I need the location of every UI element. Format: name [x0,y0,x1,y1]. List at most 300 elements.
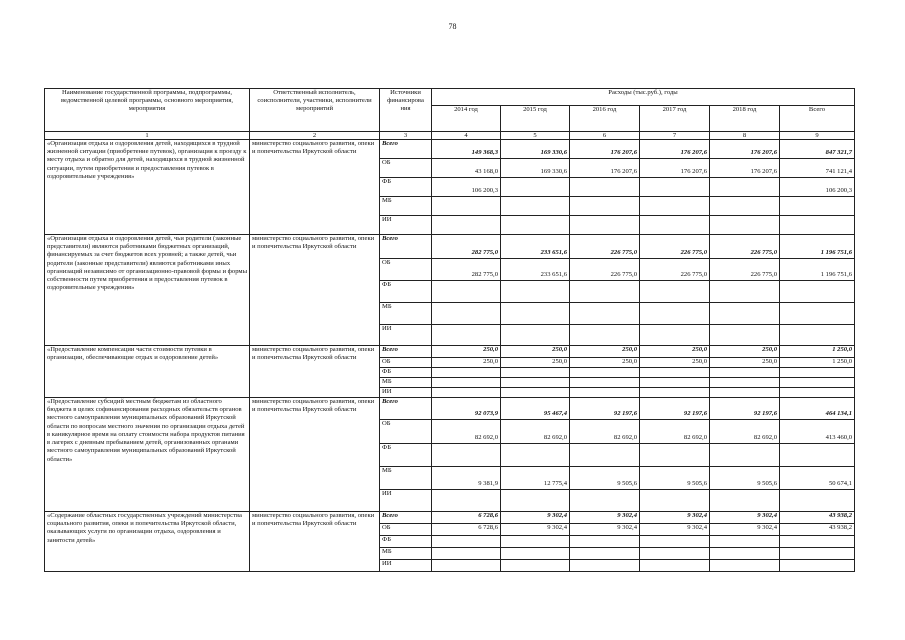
year-value-cell [432,444,501,467]
section-total-row [45,140,855,159]
amount-value [782,216,852,225]
year-value-cell [710,548,780,560]
year-value-cell [501,368,570,378]
amount-value: 9 505,6 [757,480,777,487]
year-value-cell [432,388,501,398]
year-value-cell [570,140,640,159]
measure-executor: министерство социального развития, опеки и попечительства Иркутской области [250,398,380,512]
total-value-cell [780,159,855,178]
amount-value: 250,0 [483,358,498,365]
year-value-cell [501,420,570,444]
year-value-cell [570,420,640,444]
amount-value [503,490,567,502]
amount-value: 250,0 [762,358,777,365]
amount-value [572,303,637,315]
year-value-cell [501,325,570,346]
amount-value: 847 321,7 [825,149,853,156]
year-value-cell [501,346,570,358]
measure-executor: министерство социального развития, опеки и попечительства Иркутской области [250,512,380,572]
year-value-cell [570,303,640,325]
amount-value [712,490,777,502]
budget-table [44,88,855,572]
amount-value: 176 207,6 [610,149,637,156]
amount-value: 9 505,6 [617,480,637,487]
year-value-cell [710,178,780,197]
amount-value: 282 775,0 [471,249,498,256]
year-value-cell [570,346,640,358]
amount-value: 95 467,4 [543,410,567,417]
amount-value: 43 938,2 [828,524,853,531]
amount-value: 1 196 751,6 [820,271,853,278]
section-total-row [45,235,855,259]
measure-executor: министерство социального развития, опеки и попечительства Иркутской области [250,235,380,346]
year-value-cell [640,235,710,259]
year-value-cell [570,159,640,178]
year-value-cell [640,281,710,303]
year-value-cell [710,378,780,388]
year-value-cell [710,140,780,159]
year-value-cell [570,216,640,235]
funding-source: Всего [380,235,432,259]
year-value-cell [432,358,501,368]
year-value-cell [710,159,780,178]
year-value-cell [501,560,570,572]
funding-source: ОБ [380,159,432,178]
amount-value [642,197,707,206]
amount-value: 9 302,4 [617,512,637,519]
total-value-cell [780,490,855,512]
year-value-cell [432,178,501,197]
amount-value: 250,0 [552,358,567,365]
amount-value [503,197,567,206]
measure-name: «Организация отдыха и оздоровления детей, находящихся в трудной жизненной ситуации (приобретение путевок), организация к проезду к месту отдыха и обратно для детей, находящихся в трудной жизненной ситуации, путем приобретения и предоставления путевок в оздоровительные учреждения» [45,140,250,235]
amount-value [712,178,777,187]
amount-value: 741 121,4 [825,168,853,175]
funding-source: ОБ [380,420,432,444]
year-value-cell [640,388,710,398]
total-value-cell [780,303,855,325]
funding-source: МБ [380,548,432,560]
year-value-cell [640,420,710,444]
header-executor: Ответственный исполнитель, соисполнители, участники, исполнители мероприятий [250,89,380,132]
year-value-cell [570,325,640,346]
column-number: 5 [501,132,570,140]
measure-name: «Содержание областных государственных учреждений министерства социального развития, опеки и попечительства Иркутской области, оказывающих услуги по организации отдыха, оздоровления и занятости детей» [45,512,250,572]
funding-source: ФБ [380,178,432,197]
year-value-cell [710,368,780,378]
year-value-cell [570,512,640,524]
amount-value: 250,0 [483,346,498,353]
header-year: 2018 год [710,106,780,132]
amount-value: 226 775,0 [680,249,707,256]
amount-value [642,178,707,187]
year-value-cell [570,197,640,216]
column-number: 3 [380,132,432,140]
total-value-cell [780,197,855,216]
header-source: Источники финансирова ния [380,89,432,132]
amount-value [572,444,637,457]
year-value-cell [640,444,710,467]
total-value-cell [780,281,855,303]
column-number: 8 [710,132,780,140]
year-value-cell [570,368,640,378]
amount-value [712,197,777,206]
year-value-cell [501,259,570,281]
amount-value: 82 692,0 [543,434,567,441]
year-value-cell [432,490,501,512]
amount-value [642,281,707,293]
column-number: 9 [780,132,855,140]
amount-value [782,490,852,502]
amount-value: 1 196 751,6 [820,249,853,256]
amount-value: 464 134,1 [825,410,853,417]
year-value-cell [640,548,710,560]
total-value-cell [780,524,855,536]
year-value-cell [570,467,640,490]
amount-value: 169 330,6 [540,168,567,175]
funding-source: ИИ [380,560,432,572]
funding-source: ФБ [380,444,432,467]
funding-source: Всего [380,512,432,524]
year-value-cell [570,388,640,398]
amount-value [642,325,707,336]
year-value-cell [501,444,570,467]
total-value-cell [780,420,855,444]
amount-value: 6 728,6 [478,512,498,519]
year-value-cell [432,368,501,378]
year-value-cell [570,259,640,281]
amount-value: 176 207,6 [680,149,707,156]
amount-value: 82 692,0 [474,434,498,441]
year-value-cell [432,378,501,388]
amount-value: 50 674,1 [828,480,853,487]
amount-value [782,281,852,293]
header-total: Всего [780,106,855,132]
amount-value: 1 250,0 [832,358,853,365]
amount-value [503,216,567,225]
year-value-cell [432,259,501,281]
year-value-cell [501,235,570,259]
amount-value: 9 302,4 [547,512,567,519]
year-value-cell [570,178,640,197]
year-value-cell [570,490,640,512]
year-value-cell [432,346,501,358]
header-expenses: Расходы (тыс.руб.), годы [432,89,855,106]
funding-source: Всего [380,398,432,420]
amount-value [434,281,498,293]
year-value-cell [432,548,501,560]
funding-source: ОБ [380,524,432,536]
amount-value: 106 200,3 [825,187,853,194]
total-value-cell [780,378,855,388]
amount-value: 250,0 [622,346,637,353]
amount-value: 226 775,0 [610,271,637,278]
total-value-cell [780,140,855,159]
header-name: Наименование государственной программы, подпрограммы, ведомственной целевой программы, основного мероприятия, мероприятия [45,89,250,132]
year-value-cell [710,512,780,524]
year-value-cell [501,216,570,235]
column-number: 1 [45,132,250,140]
amount-value: 233 651,6 [540,271,567,278]
year-value-cell [570,358,640,368]
year-value-cell [501,358,570,368]
year-value-cell [640,259,710,281]
total-value-cell [780,467,855,490]
year-value-cell [570,560,640,572]
funding-source: ФБ [380,281,432,303]
year-value-cell [570,378,640,388]
column-number: 7 [640,132,710,140]
year-value-cell [710,325,780,346]
total-value-cell [780,235,855,259]
year-value-cell [710,303,780,325]
total-value-cell [780,536,855,548]
amount-value [782,303,852,315]
year-value-cell [640,524,710,536]
total-value-cell [780,512,855,524]
funding-source: МБ [380,197,432,216]
amount-value: 92 197,6 [683,410,707,417]
year-value-cell [501,378,570,388]
year-value-cell [640,159,710,178]
funding-source: ИИ [380,388,432,398]
year-value-cell [710,560,780,572]
year-value-cell [501,303,570,325]
column-numbers-row [45,132,855,140]
amount-value: 92 197,6 [753,410,777,417]
amount-value: 9 302,4 [687,512,707,519]
amount-value [434,325,498,336]
year-value-cell [640,358,710,368]
year-value-cell [432,197,501,216]
year-value-cell [570,524,640,536]
header-year: 2017 год [640,106,710,132]
total-value-cell [780,388,855,398]
year-value-cell [710,524,780,536]
amount-value [503,303,567,315]
year-value-cell [710,346,780,358]
amount-value: 6 728,6 [478,524,498,531]
amount-value: 82 692,0 [753,434,777,441]
year-value-cell [432,140,501,159]
amount-value [642,490,707,502]
year-value-cell [710,536,780,548]
funding-source: Всего [380,140,432,159]
year-value-cell [501,159,570,178]
year-value-cell [710,259,780,281]
amount-value: 43 168,0 [474,168,498,175]
year-value-cell [432,560,501,572]
header-year: 2016 год [570,106,640,132]
year-value-cell [710,358,780,368]
year-value-cell [640,490,710,512]
section-total-row [45,346,855,358]
total-value-cell [780,560,855,572]
year-value-cell [570,398,640,420]
amount-value: 82 692,0 [613,434,637,441]
amount-value [712,281,777,293]
amount-value [572,281,637,293]
funding-source: ИИ [380,490,432,512]
amount-value: 226 775,0 [680,271,707,278]
year-value-cell [710,216,780,235]
funding-source: Всего [380,346,432,358]
year-value-cell [640,378,710,388]
amount-value [642,303,707,315]
year-value-cell [710,197,780,216]
year-value-cell [640,560,710,572]
amount-value [572,325,637,336]
year-value-cell [432,420,501,444]
amount-value [434,444,498,457]
year-value-cell [570,444,640,467]
page-number: 78 [448,22,457,31]
year-value-cell [432,467,501,490]
amount-value: 1 250,0 [832,346,853,353]
year-value-cell [501,490,570,512]
amount-value [782,197,852,206]
total-value-cell [780,444,855,467]
section-total-row [45,398,855,420]
amount-value: 250,0 [552,346,567,353]
amount-value: 149 368,3 [471,149,498,156]
year-value-cell [432,512,501,524]
year-value-cell [640,303,710,325]
header-year: 2015 год [501,106,570,132]
year-value-cell [432,159,501,178]
amount-value: 226 775,0 [610,249,637,256]
year-value-cell [501,512,570,524]
header-year: 2014 год [432,106,501,132]
year-value-cell [432,216,501,235]
year-value-cell [432,235,501,259]
amount-value [712,216,777,225]
total-value-cell [780,259,855,281]
amount-value [503,325,567,336]
year-value-cell [640,512,710,524]
amount-value: 9 302,4 [547,524,567,531]
total-value-cell [780,346,855,358]
amount-value: 176 207,6 [610,168,637,175]
amount-value: 92 197,6 [613,410,637,417]
year-value-cell [501,197,570,216]
amount-value [434,490,498,502]
amount-value [712,325,777,336]
amount-value: 413 460,0 [825,434,853,441]
funding-source: ФБ [380,536,432,548]
year-value-cell [710,388,780,398]
amount-value: 282 775,0 [471,271,498,278]
amount-value [503,444,567,457]
measure-name: «Предоставление субсидий местным бюджетам из областного бюджета в целях софинансирования расходных обязательств органов местного самоуправления муниципальных образований Иркутской области по вопросам местного значения по организации отдыха детей в каникулярное время на оплату стоимости набора продуктов питания в лагерях с дневным пребыванием детей, организованных органами местного самоуправления муниципальных образований Иркутской области» [45,398,250,512]
amount-value: 82 692,0 [683,434,707,441]
year-value-cell [570,235,640,259]
total-value-cell [780,216,855,235]
year-value-cell [570,281,640,303]
measure-executor: министерство социального развития, опеки и попечительства Иркутской области [250,346,380,398]
year-value-cell [640,325,710,346]
amount-value [434,197,498,206]
year-value-cell [570,536,640,548]
year-value-cell [640,178,710,197]
amount-value [642,216,707,225]
amount-value: 176 207,6 [750,149,777,156]
amount-value [503,178,567,187]
funding-source: МБ [380,378,432,388]
amount-value: 9 302,4 [617,524,637,531]
amount-value [434,303,498,315]
year-value-cell [710,235,780,259]
funding-source: ОБ [380,259,432,281]
year-value-cell [501,178,570,197]
amount-value: 9 302,4 [687,524,707,531]
amount-value: 226 775,0 [750,271,777,278]
year-value-cell [640,467,710,490]
amount-value: 226 775,0 [750,249,777,256]
amount-value: 9 381,9 [478,480,498,487]
year-value-cell [710,490,780,512]
column-number: 6 [570,132,640,140]
year-value-cell [501,398,570,420]
amount-value [572,178,637,187]
amount-value: 43 938,2 [828,512,853,519]
amount-value: 9 302,4 [757,512,777,519]
funding-source: МБ [380,467,432,490]
amount-value [434,216,498,225]
column-number: 2 [250,132,380,140]
year-value-cell [640,368,710,378]
section-total-row [45,512,855,524]
year-value-cell [501,388,570,398]
amount-value: 9 505,6 [687,480,707,487]
year-value-cell [640,536,710,548]
year-value-cell [432,398,501,420]
amount-value [712,303,777,315]
year-value-cell [501,536,570,548]
year-value-cell [432,524,501,536]
year-value-cell [640,197,710,216]
measure-name: «Предоставление компенсации части стоимости путевки в организации, обеспечивающие отдых и оздоровление детей» [45,346,250,398]
total-value-cell [780,548,855,560]
year-value-cell [710,467,780,490]
year-value-cell [432,303,501,325]
amount-value [572,216,637,225]
year-value-cell [432,281,501,303]
amount-value [572,490,637,502]
amount-value: 176 207,6 [680,168,707,175]
year-value-cell [501,467,570,490]
amount-value: 92 073,9 [474,410,498,417]
amount-value: 176 207,6 [750,168,777,175]
amount-value: 250,0 [762,346,777,353]
funding-source: ИИ [380,325,432,346]
funding-source: ИИ [380,216,432,235]
year-value-cell [710,444,780,467]
total-value-cell [780,358,855,368]
year-value-cell [640,216,710,235]
amount-value [782,444,852,457]
funding-source: ОБ [380,358,432,368]
amount-value: 250,0 [692,358,707,365]
funding-source: МБ [380,303,432,325]
amount-value [712,444,777,457]
amount-value: 233 651,6 [540,249,567,256]
year-value-cell [710,420,780,444]
year-value-cell [640,346,710,358]
year-value-cell [570,548,640,560]
year-value-cell [432,536,501,548]
amount-value: 250,0 [692,346,707,353]
